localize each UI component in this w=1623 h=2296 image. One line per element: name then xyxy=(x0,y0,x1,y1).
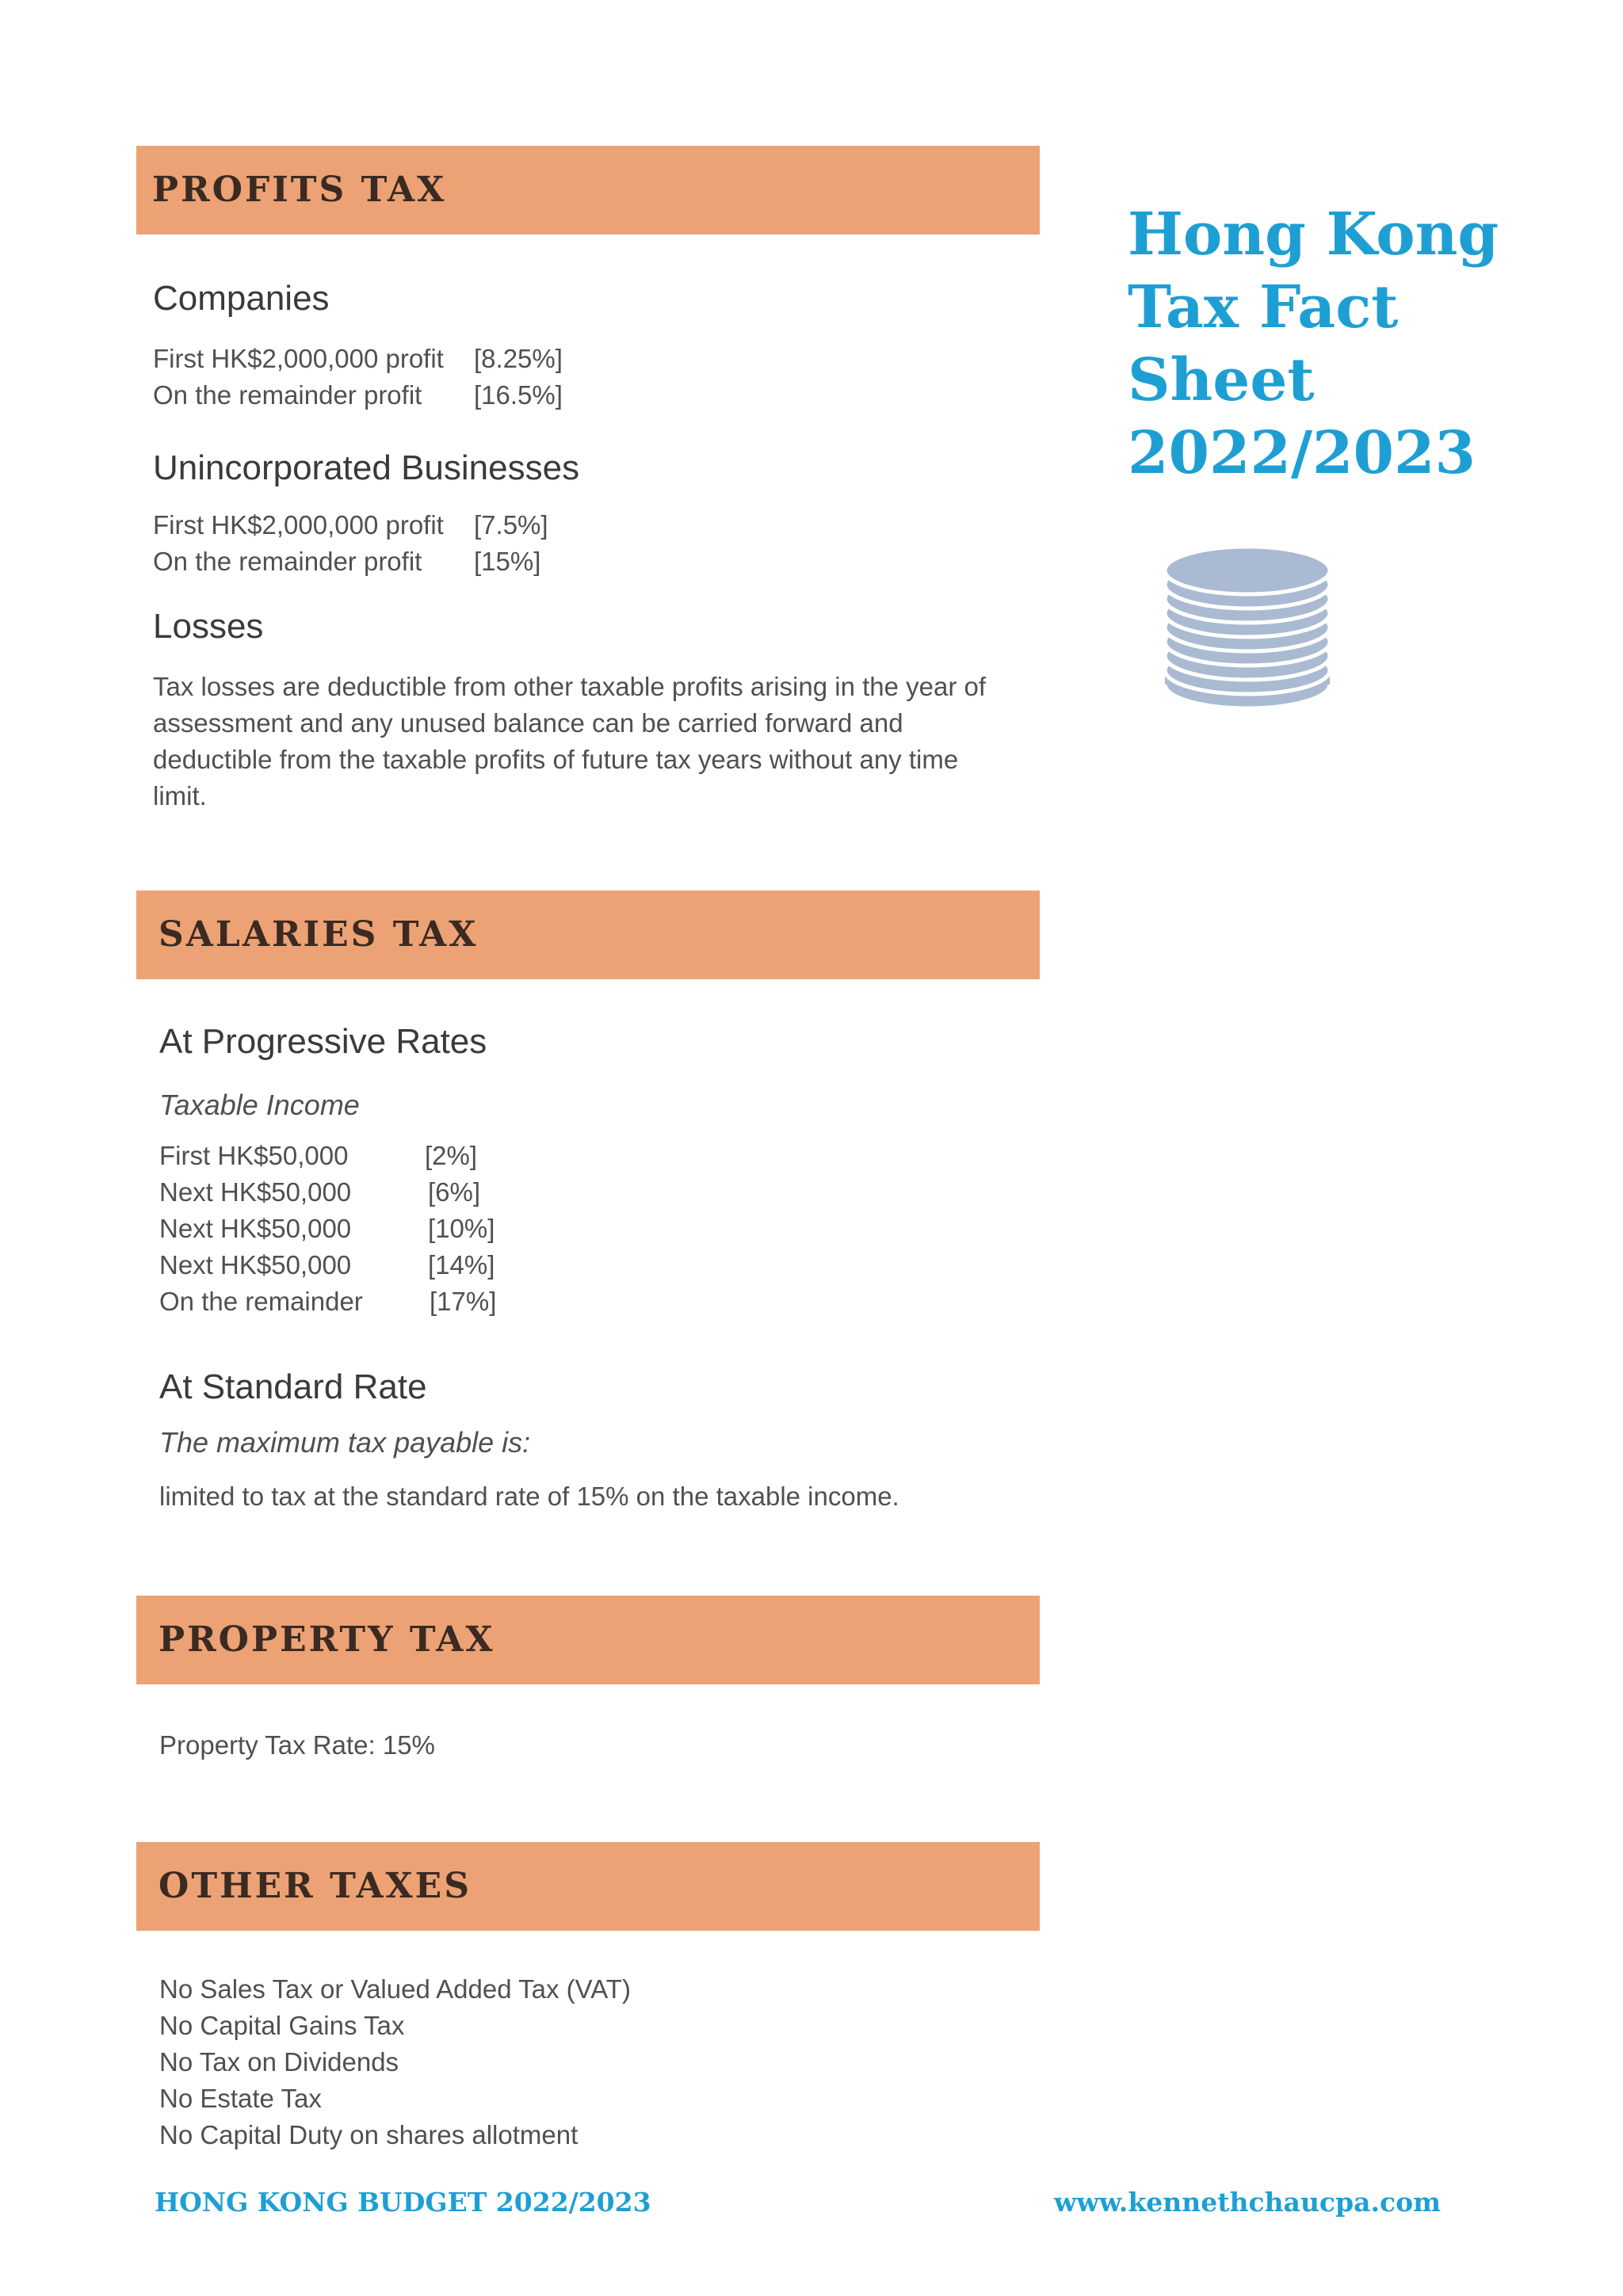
progressive-row-label: Next HK$50,000 xyxy=(159,1250,352,1280)
companies-row-label: On the remainder profit xyxy=(153,380,422,410)
profits-tax-header xyxy=(136,146,1040,235)
profits-tax-title: PROFITS TAX xyxy=(152,170,447,210)
other-taxes-title: OTHER TAXES xyxy=(158,1866,472,1906)
unincorporated-row-label: On the remainder profit xyxy=(153,547,422,576)
sidebar-title-line: Sheet xyxy=(1128,346,1315,414)
progressive-row-rate: [6%] xyxy=(428,1177,481,1207)
progressive-row-rate: [2%] xyxy=(425,1141,478,1170)
companies-row-label: First HK$2,000,000 profit xyxy=(153,344,444,373)
progressive-row-rate: [14%] xyxy=(428,1250,495,1280)
progressive-row-label: First HK$50,000 xyxy=(159,1141,349,1170)
other-taxes-item: No Estate Tax xyxy=(159,2084,322,2113)
property-tax-title: PROPERTY TAX xyxy=(158,1619,495,1660)
losses-text-line: limit. xyxy=(153,781,207,810)
other-taxes-item: No Tax on Dividends xyxy=(159,2047,399,2077)
standard-rate-heading: At Standard Rate xyxy=(159,1367,427,1406)
unincorporated-row-rate: [7.5%] xyxy=(474,510,548,540)
companies-row-rate: [16.5%] xyxy=(474,380,563,410)
losses-heading: Losses xyxy=(153,607,264,646)
unincorporated-heading: Unincorporated Businesses xyxy=(153,448,580,487)
sidebar-title-line: 2022/2023 xyxy=(1128,419,1476,487)
unincorporated-row-label: First HK$2,000,000 profit xyxy=(153,510,444,540)
sidebar-title-line: Hong Kong xyxy=(1128,200,1499,269)
losses-text-line: deductible from the taxable profits of future tax years without any time xyxy=(153,745,959,774)
other-taxes-item: No Sales Tax or Valued Added Tax (VAT) xyxy=(159,1974,631,2004)
coin-stack-icon xyxy=(1162,543,1333,715)
other-taxes-item: No Capital Duty on shares allotment xyxy=(159,2120,579,2149)
other-taxes-item: No Capital Gains Tax xyxy=(159,2011,405,2040)
footer-budget-label: HONG KONG BUDGET 2022/2023 xyxy=(155,2187,651,2218)
companies-heading: Companies xyxy=(153,279,330,318)
sidebar-title xyxy=(1128,198,1571,490)
property-tax-header xyxy=(136,1596,1040,1684)
progressive-rates-heading: At Progressive Rates xyxy=(159,1022,487,1061)
taxable-income-subtitle: Taxable Income xyxy=(159,1089,360,1121)
salaries-tax-header xyxy=(136,891,1040,979)
unincorporated-row-rate: [15%] xyxy=(474,547,541,576)
progressive-row-label: On the remainder xyxy=(159,1287,363,1316)
standard-rate-text: limited to tax at the standard rate of 15% on the taxable income. xyxy=(159,1482,899,1511)
losses-text-line: assessment and any unused balance can be carried forward and xyxy=(153,708,903,738)
progressive-row-rate: [17%] xyxy=(430,1287,497,1316)
property-tax-rate-text: Property Tax Rate: 15% xyxy=(159,1730,435,1760)
progressive-row-rate: [10%] xyxy=(428,1214,495,1243)
companies-row-rate: [8.25%] xyxy=(474,344,563,373)
sidebar-title-line: Tax Fact xyxy=(1128,273,1399,341)
salaries-tax-title: SALARIES TAX xyxy=(158,914,479,955)
losses-text-line: Tax losses are deductible from other taxable profits arising in the year of xyxy=(153,672,987,701)
other-taxes-header xyxy=(136,1842,1040,1931)
max-tax-subtitle: The maximum tax payable is: xyxy=(159,1426,531,1459)
progressive-row-label: Next HK$50,000 xyxy=(159,1214,352,1243)
progressive-row-label: Next HK$50,000 xyxy=(159,1177,352,1207)
footer-website-link[interactable]: www.kennethchaucpa.com xyxy=(1054,2187,1441,2218)
